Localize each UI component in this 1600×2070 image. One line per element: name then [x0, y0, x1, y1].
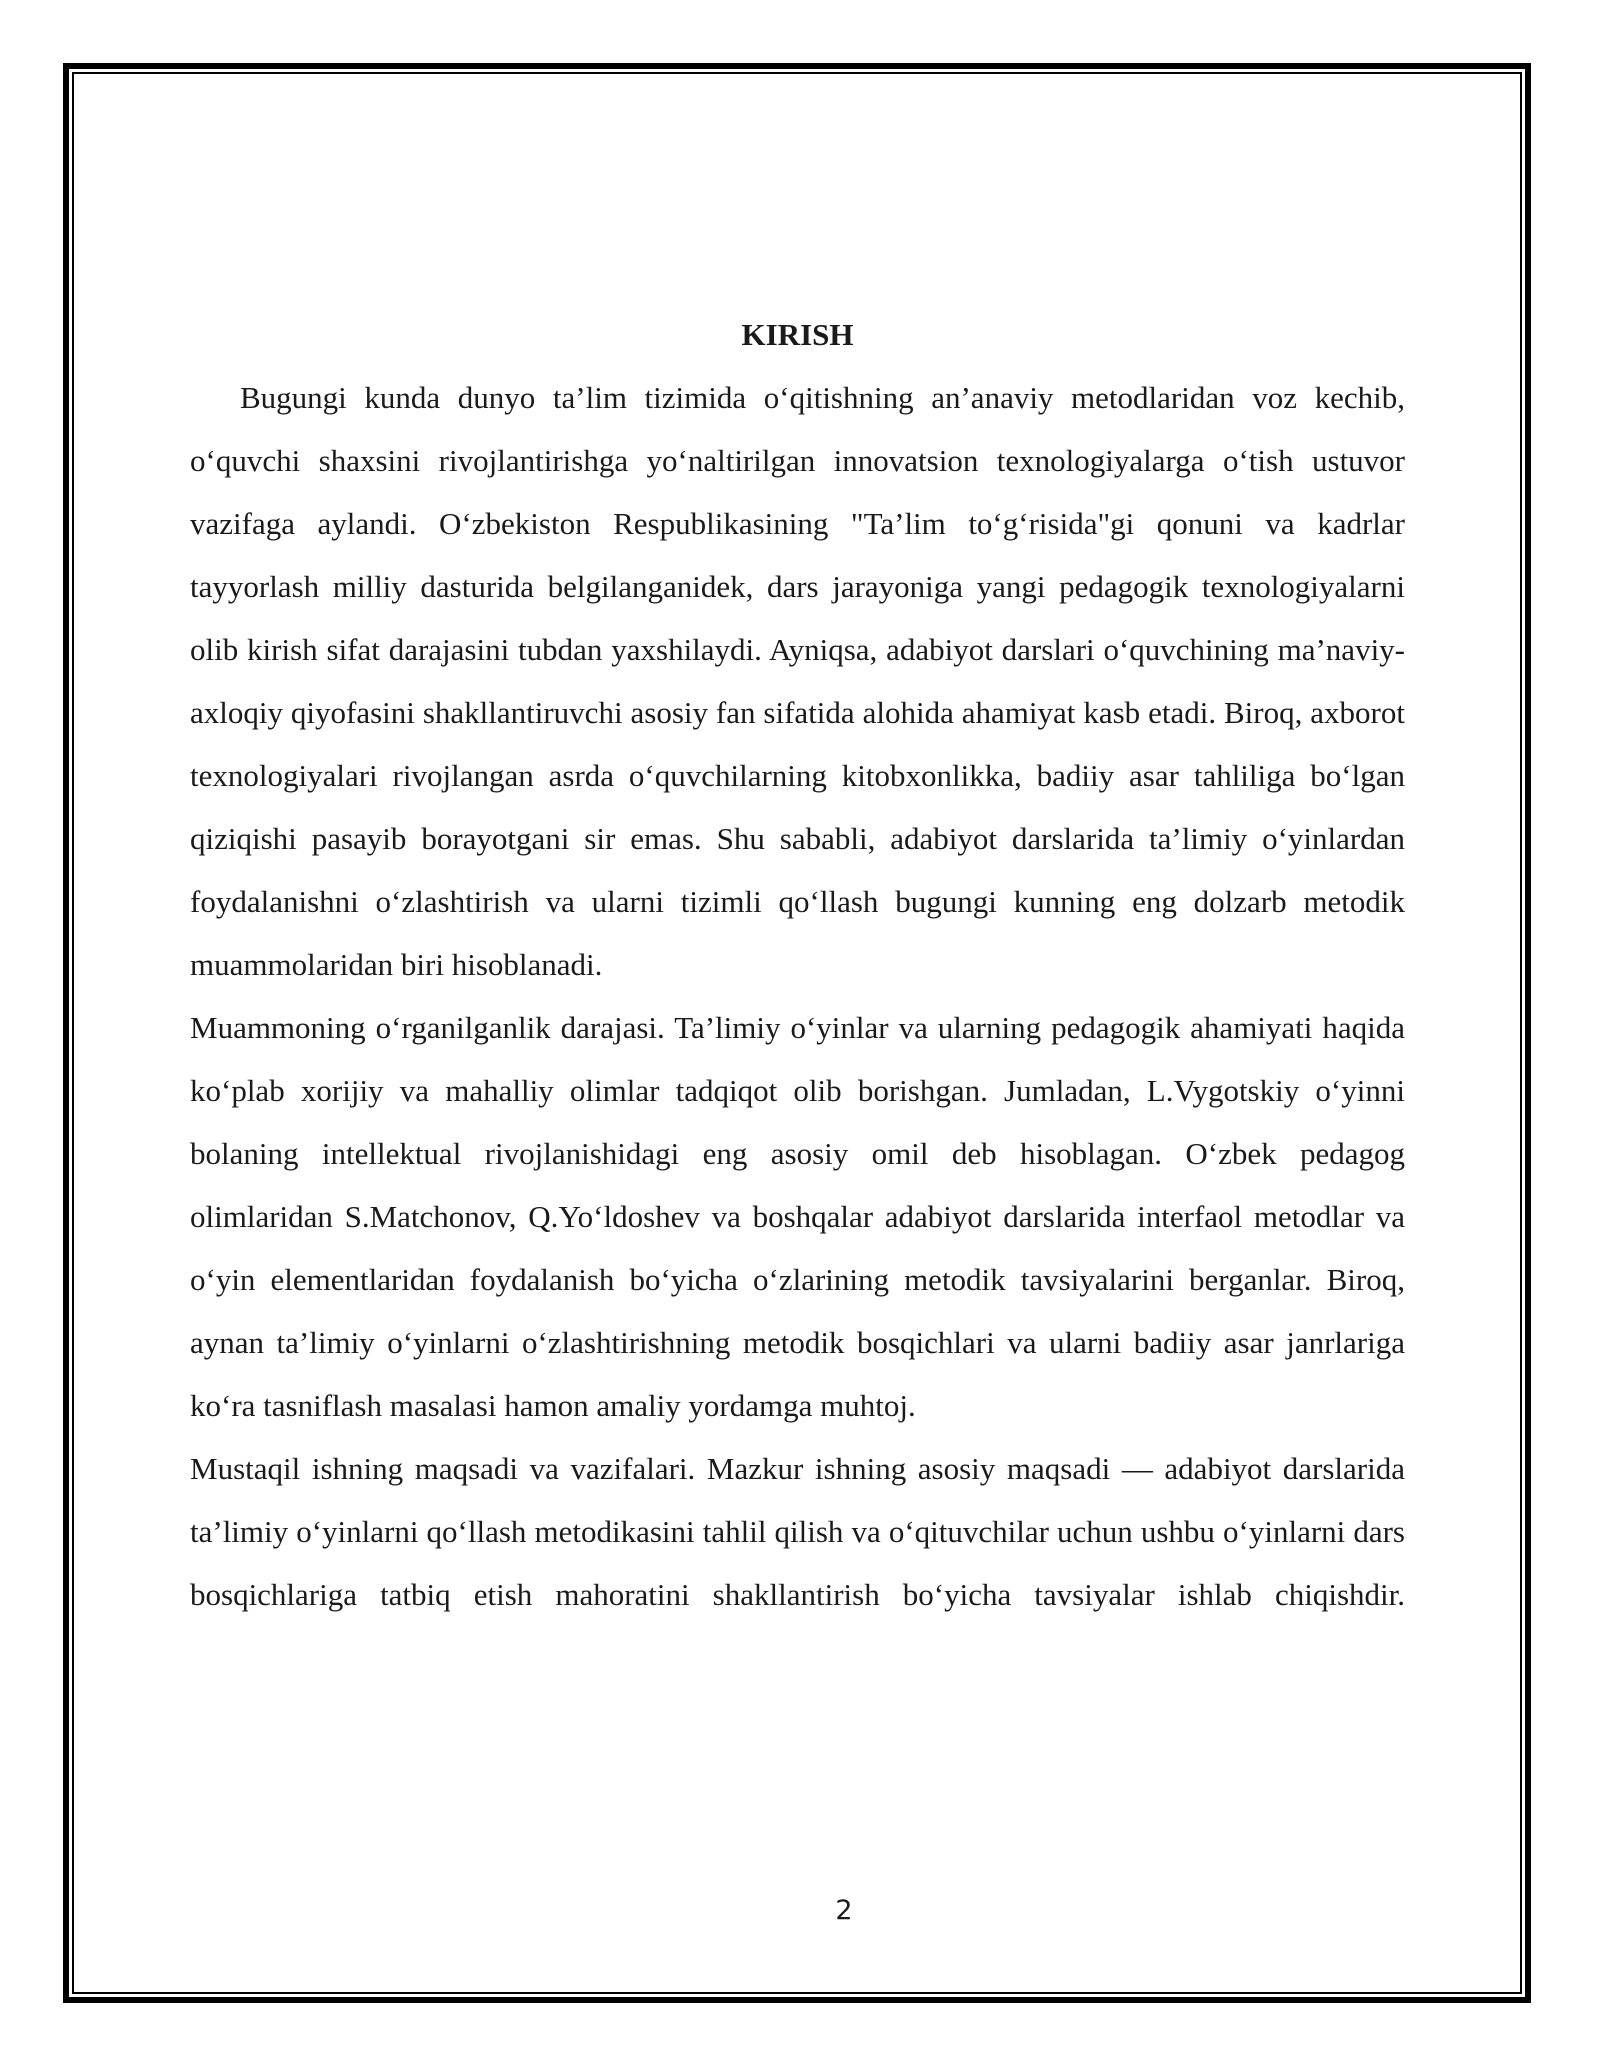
section-title: KIRISH: [741, 317, 854, 352]
page-number: 2: [835, 1895, 853, 1926]
paragraph-research-status: Muammoning o‘rganilganlik darajasi. Ta’limiy o‘yinlar va ularning pedagogik ahamiyati haqida ko‘plab xorijiy va mahalliy olimlar tadqiqot olib borishgan. Jumladan, L.Vygotskiy o‘yinni bolaning intellektual rivojlanishidagi eng asosiy omil deb hisoblagan. O‘zbek pedagog olimlaridan S.Matchonov, Q.Yo‘ldoshev va boshqalar adabiyot darslarida interfaol metodlar va o‘yin elementlaridan foydalanish bo‘yicha o‘zlarining metodik tavsiyalarini berganlar. Biroq, aynan ta’limiy o‘yinlarni o‘zlashtirishning metodik bosqichlari va ularni badiiy asar janrlariga ko‘ra tasniflash masalasi hamon amaliy yordamga muhtoj.: [190, 1010, 1405, 1423]
document-body: [190, 303, 1405, 1626]
paragraph-introduction: Bugungi kunda dunyo ta’lim tizimida o‘qitishning an’anaviy metodlaridan voz kechib, o‘quvchi shaxsini rivojlantirishga yo‘naltirilgan innovatsion texnologiyalarga o‘tish ustuvor vazifaga aylandi. O‘zbekiston Respublikasining "Ta’lim to‘g‘risida"gi qonuni va kadrlar tayyorlash milliy dasturida belgilanganidek, dars jarayoniga yangi pedagogik texnologiyalarni olib kirish sifat darajasini tubdan yaxshilaydi. Ayniqsa, adabiyot darslari o‘quvchining ma’naviy-axloqiy qiyofasini shakllantiruvchi asosiy fan sifatida alohida ahamiyat kasb etadi. Biroq, axborot texnologiyalari rivojlangan asrda o‘quvchilarning kitobxonlikka, badiiy asar tahliliga bo‘lgan qiziqishi pasayib borayotgani sir emas. Shu sababli, adabiyot darslarida ta’limiy o‘yinlardan foydalanishni o‘zlashtirish va ularni tizimli qo‘llash bugungi kunning eng dolzarb metodik muammolaridan biri hisoblanadi.: [190, 380, 1405, 982]
paragraph-goals: Mustaqil ishning maqsadi va vazifalari. Mazkur ishning asosiy maqsadi — adabiyot darslarida ta’limiy o‘yinlarni qo‘llash metodikasini tahlil qilish va o‘qituvchilar uchun ushbu o‘yinlarni dars bosqichlariga tatbiq etish mahoratini shakllantirish bo‘yicha tavsiyalar ishlab chiqishdir.: [190, 1451, 1405, 1612]
